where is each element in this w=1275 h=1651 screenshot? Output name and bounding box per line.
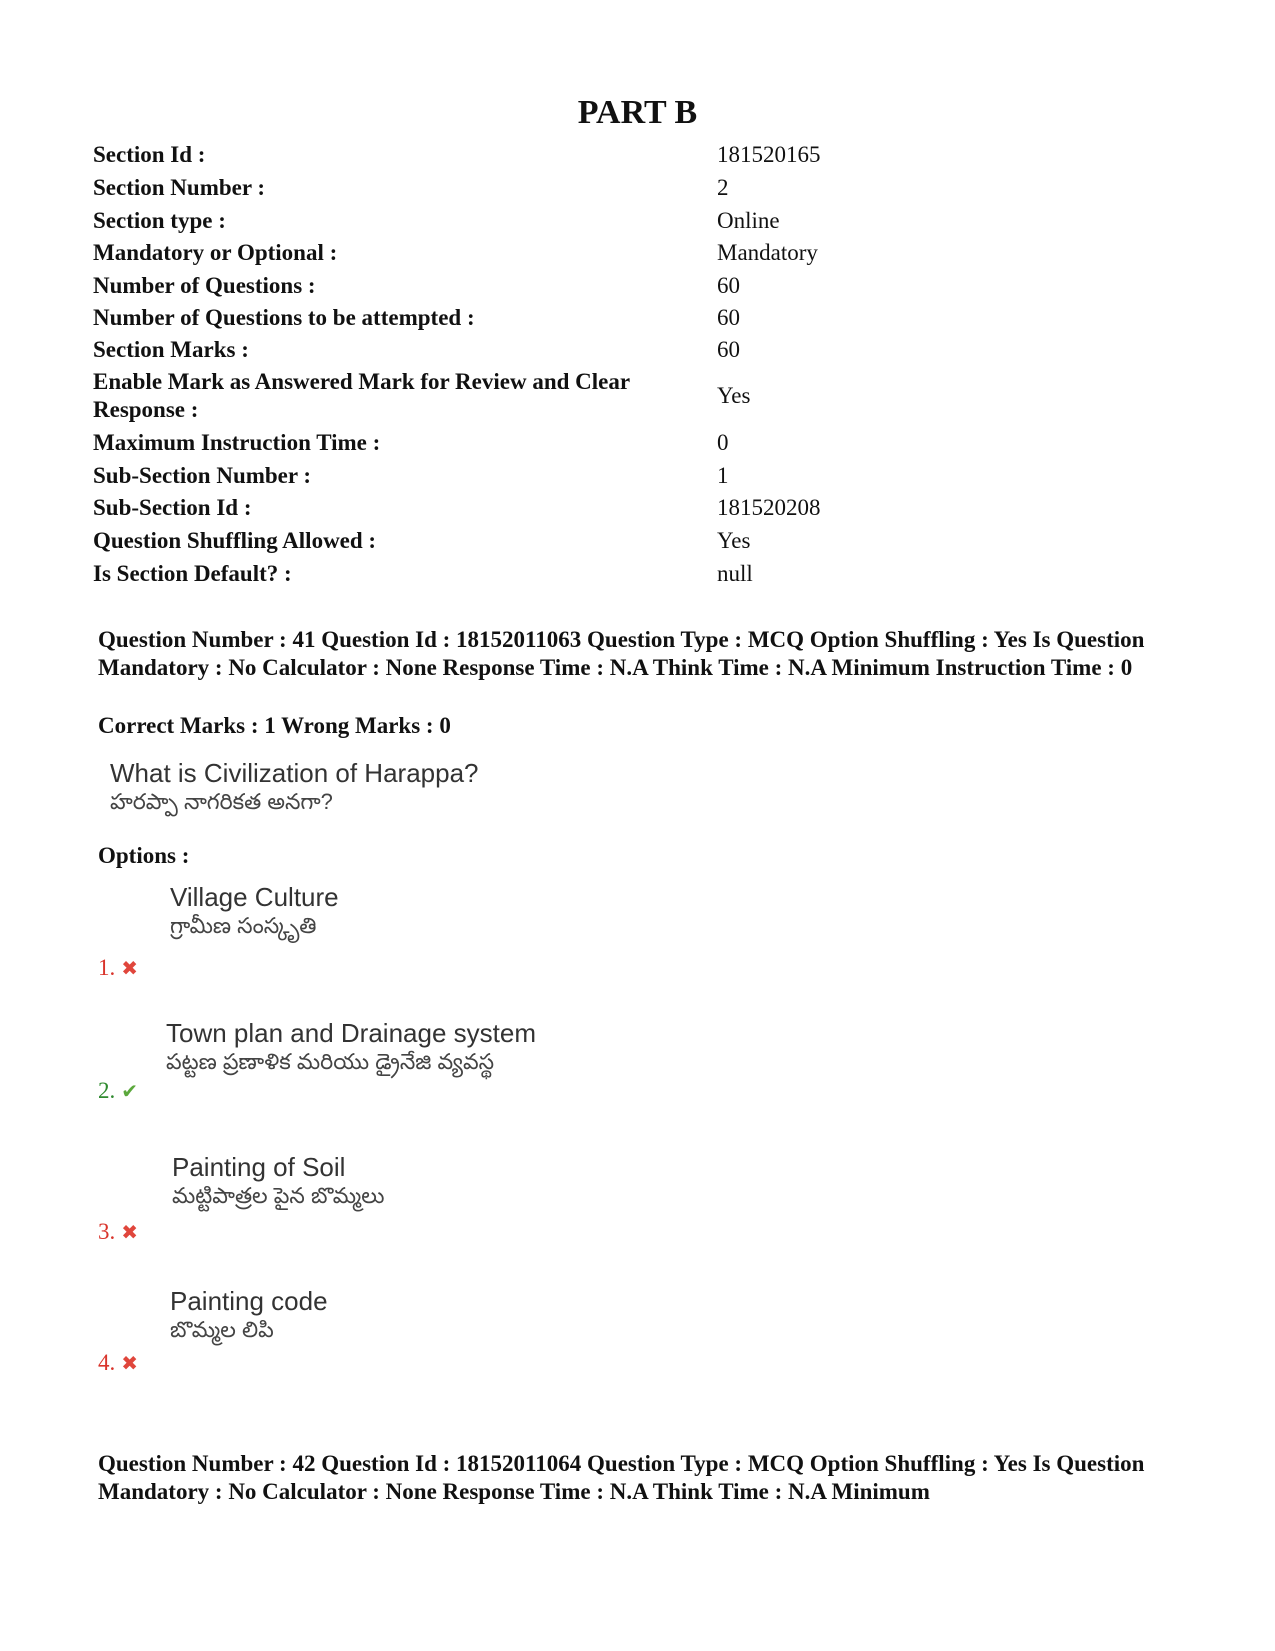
checkmark-icon: ✔	[121, 1081, 139, 1103]
section-key: Section Number :	[93, 174, 266, 200]
cross-icon: ✖	[121, 958, 139, 980]
section-value: Online	[717, 207, 780, 233]
section-value: Yes	[717, 527, 751, 553]
section-row	[93, 171, 853, 204]
option-3-content	[172, 1152, 384, 1210]
option-number: 3.	[98, 1219, 116, 1244]
section-value: 2	[717, 174, 729, 200]
section-key: Is Section Default? :	[93, 560, 292, 586]
section-key: Maximum Instruction Time :	[93, 429, 381, 455]
section-value: Mandatory	[717, 240, 818, 265]
section-value: 60	[717, 337, 740, 362]
section-row	[93, 524, 853, 557]
question-41-text	[110, 758, 479, 816]
option-text-te: పట్టణ ప్రణాళిక మరియు డ్రైనేజి వ్యవస్థ	[166, 1049, 495, 1074]
option-number: 2.	[98, 1078, 116, 1103]
section-row	[93, 269, 853, 302]
option-4-number	[98, 1350, 138, 1376]
option-text-te: గ్రామీణ సంస్కృతి	[170, 913, 317, 938]
option-number: 4.	[98, 1350, 116, 1375]
option-number: 1.	[98, 955, 116, 980]
cross-icon: ✖	[121, 1222, 139, 1244]
section-key: Question Shuffling Allowed :	[93, 527, 377, 553]
section-value: null	[717, 560, 753, 586]
section-value: Yes	[717, 383, 751, 408]
cross-icon: ✖	[121, 1353, 139, 1375]
section-row	[93, 557, 853, 590]
section-row	[93, 334, 853, 366]
option-text-en: Painting code	[170, 1286, 328, 1316]
section-row	[93, 237, 853, 269]
section-key: Number of Questions :	[93, 272, 316, 298]
section-key: Number of Questions to be attempted :	[93, 305, 475, 330]
section-value: 181520208	[717, 495, 821, 520]
question-41-marks: Correct Marks : 1 Wrong Marks : 0	[98, 713, 451, 738]
option-text-en: Painting of Soil	[172, 1152, 346, 1182]
option-2-content	[166, 1018, 536, 1076]
section-key: Enable Mark as Answered Mark for Review and Clear Response :	[93, 369, 630, 422]
section-row	[93, 366, 853, 426]
question-41-meta: Question Number : 41 Question Id : 18152011063 Question Type : MCQ Option Shuffling : Yes Is Question Mandatory : No Calculator : None Response Time : N.A Think Time : N.A Minimum Instruction Time : 0	[98, 627, 1145, 680]
option-text-en: Village Culture	[170, 882, 339, 912]
section-row	[93, 204, 853, 237]
section-row	[93, 138, 853, 171]
section-row	[93, 459, 853, 492]
option-text-te: మట్టిపాత్రల పైన బొమ్మలు	[172, 1183, 385, 1208]
question-text-en: What is Civilization of Harappa?	[110, 758, 479, 788]
question-42-meta: Question Number : 42 Question Id : 18152011064 Question Type : MCQ Option Shuffling : Yes Is Question Mandatory : No Calculator : None Response Time : N.A Think Time : N.A Minimum	[98, 1451, 1145, 1504]
section-value: 60	[717, 305, 740, 330]
section-key: Sub-Section Id :	[93, 495, 252, 520]
section-row	[93, 302, 853, 334]
question-text-te: హరప్పా నాగరికత అనగా?	[110, 789, 333, 814]
option-1-content	[170, 882, 339, 940]
section-key: Section type :	[93, 207, 226, 233]
section-key: Section Id :	[93, 141, 206, 167]
option-text-te: బొమ్మల లిపి	[170, 1317, 274, 1342]
option-4-content	[170, 1286, 328, 1344]
options-label: Options :	[98, 843, 190, 868]
section-key: Mandatory or Optional :	[93, 240, 338, 265]
option-3-number	[98, 1219, 138, 1245]
section-key: Section Marks :	[93, 337, 249, 362]
part-title: PART B	[577, 94, 698, 131]
option-1-number	[98, 955, 138, 981]
section-value: 60	[717, 272, 740, 298]
section-value: 181520165	[717, 141, 821, 167]
section-row	[93, 492, 853, 524]
option-2-number	[98, 1078, 138, 1104]
section-details-table	[93, 138, 853, 590]
section-row	[93, 426, 853, 459]
section-value: 1	[717, 462, 729, 488]
section-key: Sub-Section Number :	[93, 462, 312, 488]
option-text-en: Town plan and Drainage system	[166, 1018, 536, 1048]
section-value: 0	[717, 429, 729, 455]
